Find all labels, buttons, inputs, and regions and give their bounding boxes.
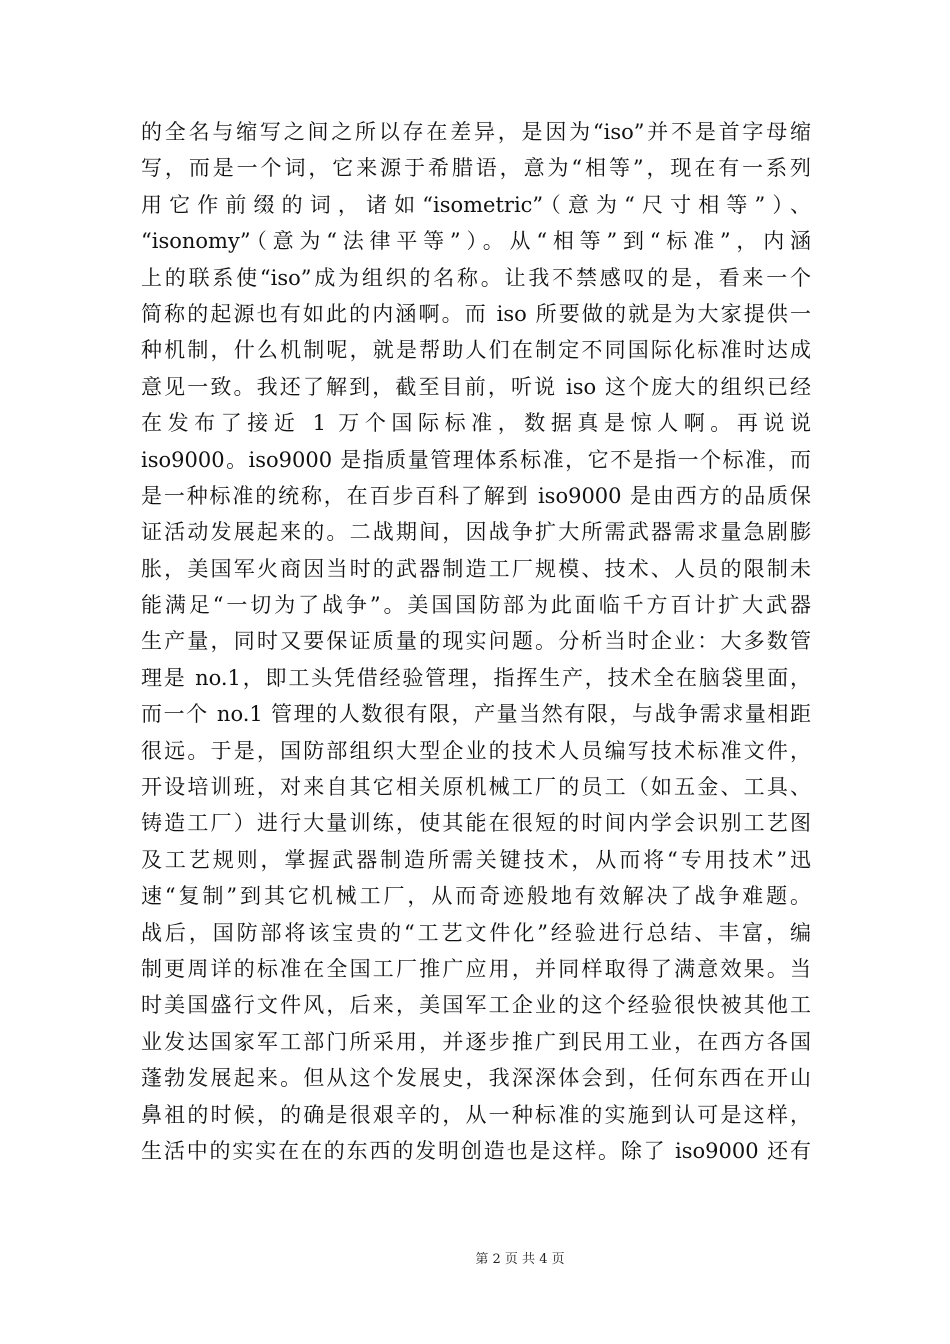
text-line: “isonomy”（意为“法律平等”）。从“相等”到“标准”，内涵 xyxy=(141,229,811,254)
text-line: 上的联系使“iso”成为组织的名称。让我不禁感叹的是，看来一个 xyxy=(141,265,811,290)
text-line: 开设培训班，对来自其它相关原机械工厂的员工（如五金、工具、 xyxy=(141,775,811,800)
text-line: 生产量，同时又要保证质量的现实问题。分析当时企业：大多数管 xyxy=(141,629,811,654)
page-footer xyxy=(0,1248,950,1267)
text-line: 而一个 no.1 管理的人数很有限，产量当然有限，与战争需求量相距 xyxy=(141,702,811,727)
text-line: 生活中的实实在在的东西的发明创造也是这样。除了 iso9000 还有 xyxy=(141,1138,811,1163)
text-line: 很远。于是，国防部组织大型企业的技术人员编写技术标准文件， xyxy=(141,738,811,763)
body-text xyxy=(141,114,811,1169)
text-line: 业发达国家军工部门所采用，并逐步推广到民用工业，在西方各国 xyxy=(141,1029,811,1054)
text-line: 及工艺规则，掌握武器制造所需关键技术，从而将“专用技术”迅 xyxy=(141,847,811,872)
text-line: 速“复制”到其它机械工厂，从而奇迹般地有效解决了战争难题。 xyxy=(141,884,811,909)
text-line: 制更周详的标准在全国工厂推广应用，并同样取得了满意效果。当 xyxy=(141,956,811,981)
text-line: 种机制，什么机制呢，就是帮助人们在制定不同国际化标准时达成 xyxy=(141,338,811,363)
text-line: 用它作前缀的词，诸如“isometric”（意为“尺寸相等”）、 xyxy=(141,192,811,217)
text-line: 简称的起源也有如此的内涵啊。而 iso 所要做的就是为大家提供一 xyxy=(141,301,811,326)
text-line: 铸造工厂）进行大量训练，使其能在很短的时间内学会识别工艺图 xyxy=(141,811,811,836)
text-line: 战后，国防部将该宝贵的“工艺文件化”经验进行总结、丰富，编 xyxy=(141,920,811,945)
text-line: 是一种标准的统称，在百步百科了解到 iso9000 是由西方的品质保 xyxy=(141,483,811,508)
text-line: 意见一致。我还了解到，截至目前，听说 iso 这个庞大的组织已经 xyxy=(141,374,811,399)
text-line: 鼻祖的时候，的确是很艰辛的，从一种标准的实施到认可是这样， xyxy=(141,1102,811,1127)
text-line: 在发布了接近 1 万个国际标准，数据真是惊人啊。再说说 xyxy=(141,411,811,436)
text-line: iso9000。iso9000 是指质量管理体系标准，它不是指一个标准，而 xyxy=(141,447,811,472)
text-line: 能满足“一切为了战争”。美国国防部为此面临千方百计扩大武器 xyxy=(141,593,811,618)
text-line: 蓬勃发展起来。但从这个发展史，我深深体会到，任何东西在开山 xyxy=(141,1066,811,1091)
text-line: 时美国盛行文件风，后来，美国军工企业的这个经验很快被其他工 xyxy=(141,993,811,1018)
text-line: 胀，美国军火商因当时的武器制造工厂规模、技术、人员的限制未 xyxy=(141,556,811,581)
text-line: 的全名与缩写之间之所以存在差异，是因为“iso”并不是首字母缩 xyxy=(141,120,811,144)
text-line: 写，而是一个词，它来源于希腊语，意为“相等”，现在有一系列 xyxy=(141,156,811,181)
text-line: 证活动发展起来的。二战期间，因战争扩大所需武器需求量急剧膨 xyxy=(141,520,811,545)
text-line: 理是 no.1，即工头凭借经验管理，指挥生产，技术全在脑袋里面， xyxy=(141,665,811,690)
page-number: 第 2 页 共 4 页 xyxy=(475,1252,565,1267)
